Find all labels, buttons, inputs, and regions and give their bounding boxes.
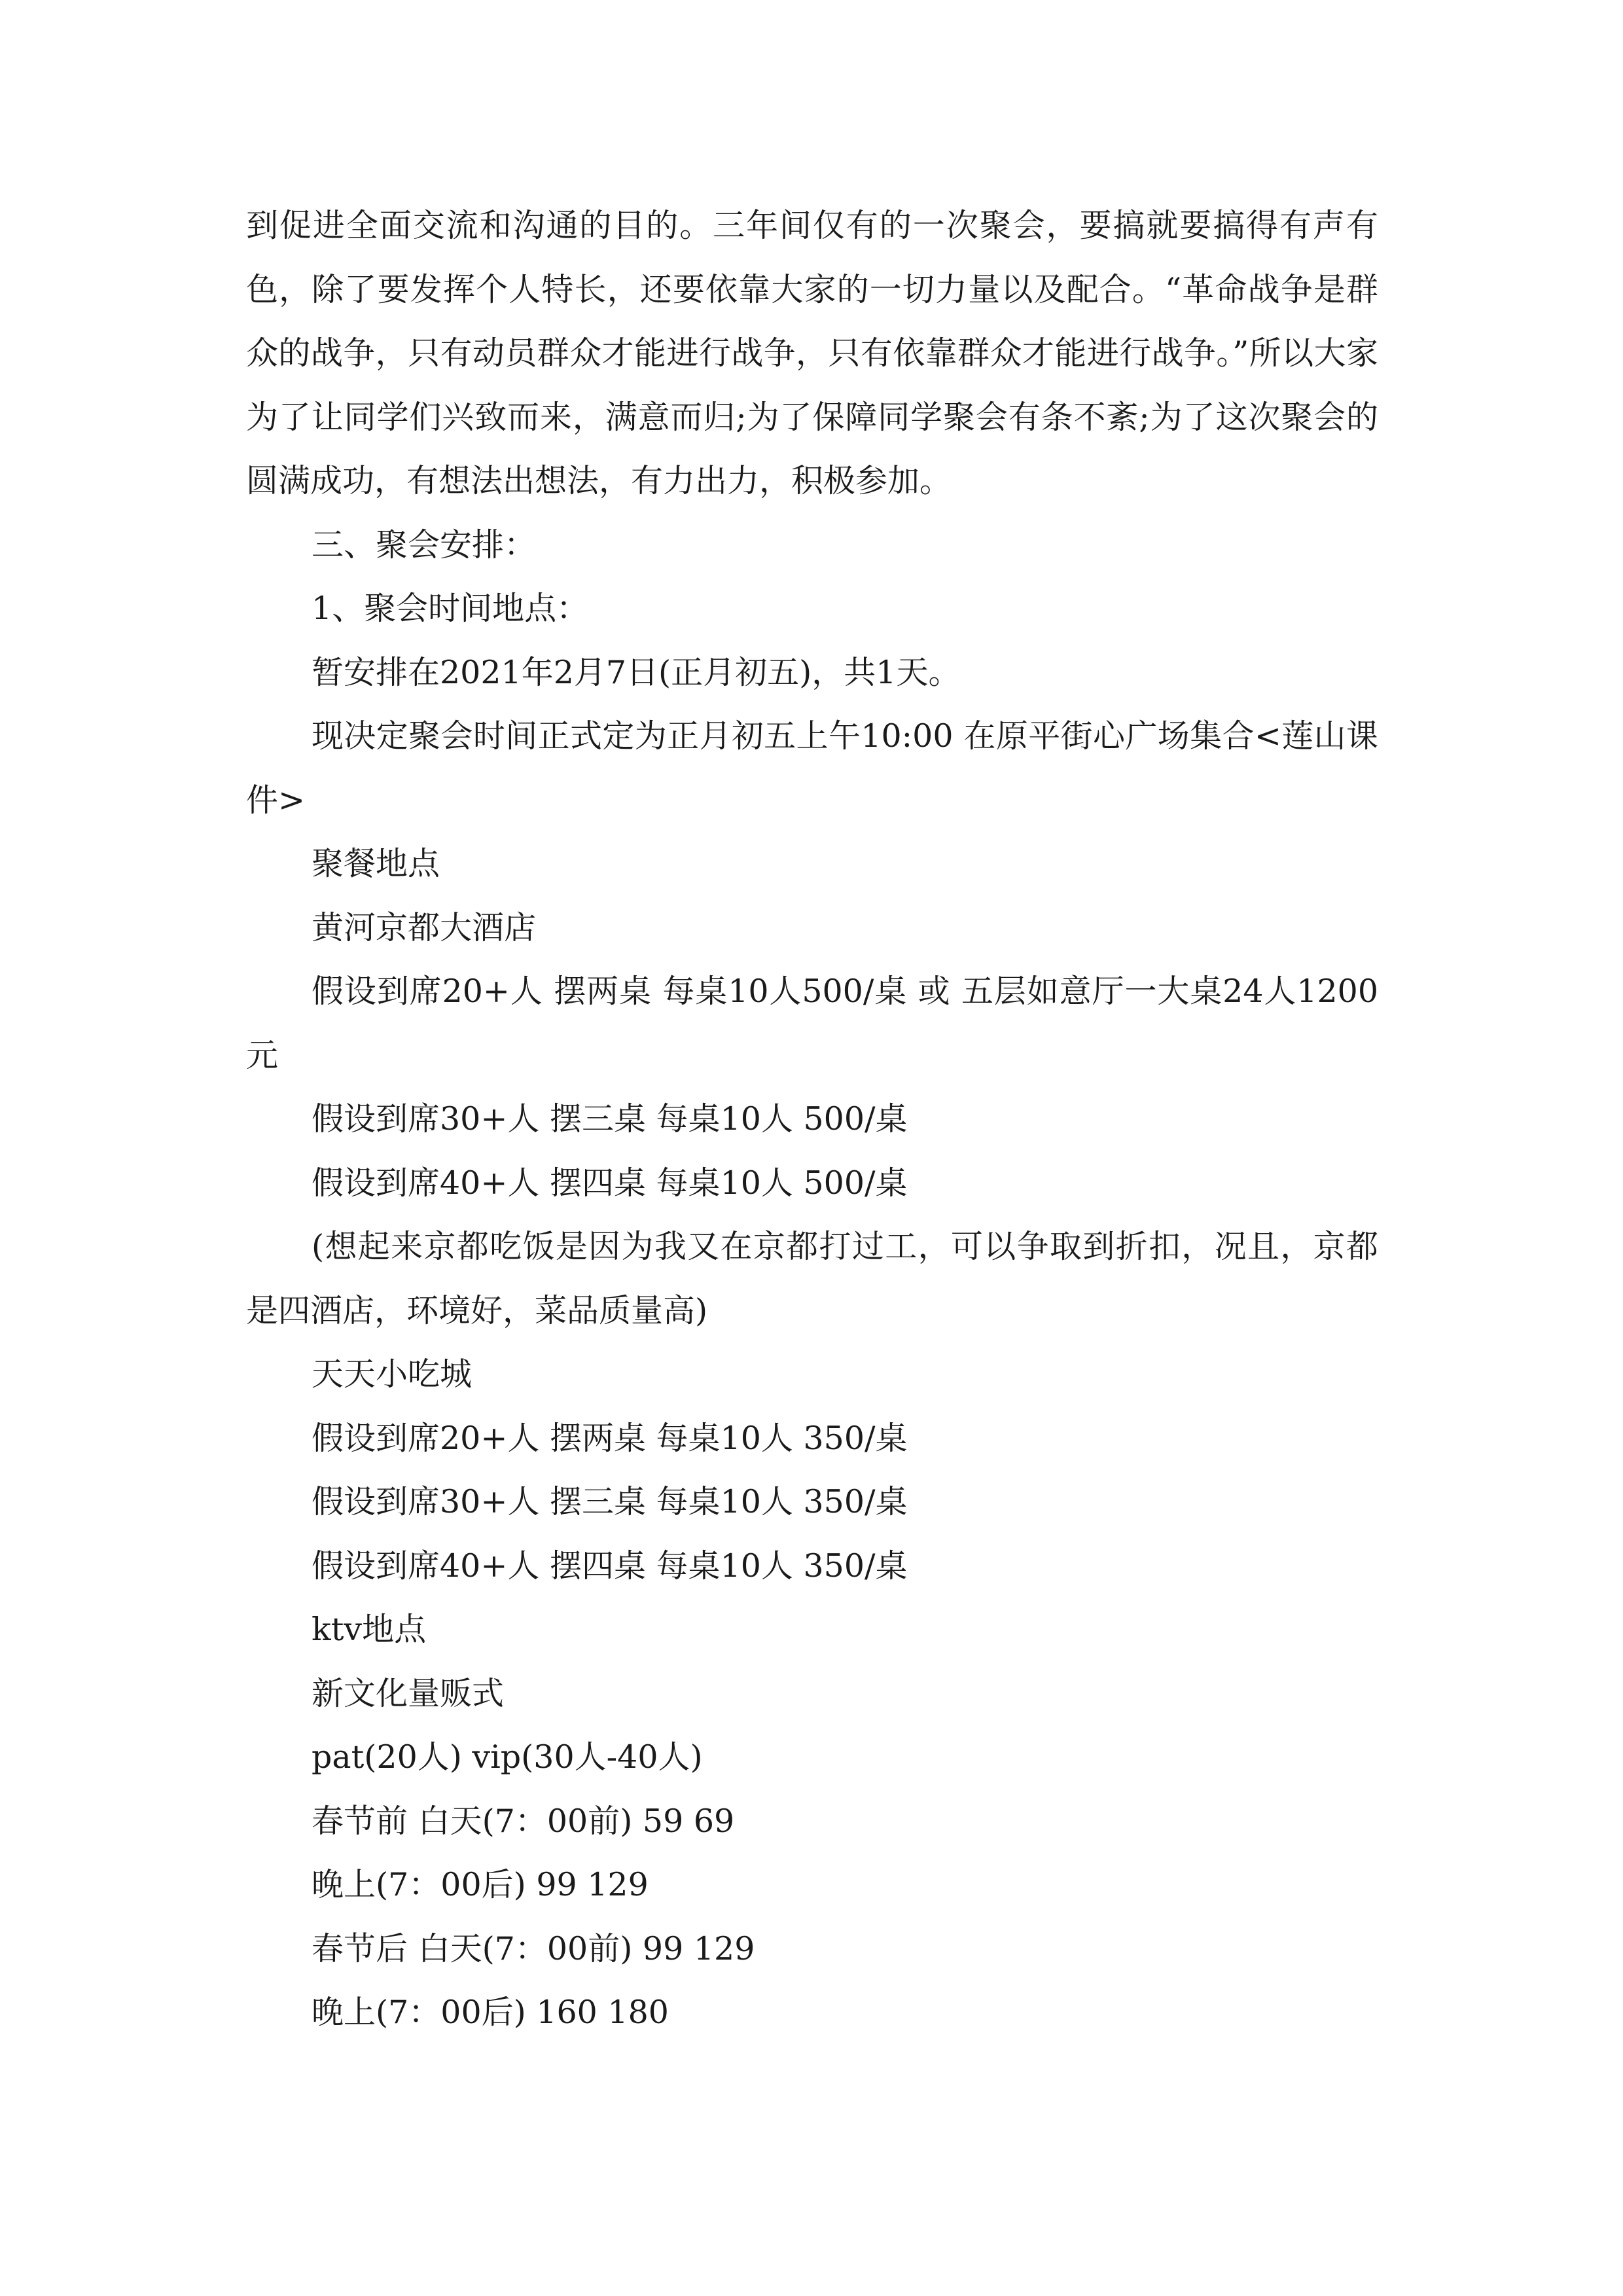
venue-name-ktv: 新文化量贩式	[312, 1674, 505, 1712]
price-line: 假设到席20+人 摆两桌 每桌10人 350/桌	[312, 1419, 908, 1457]
ktv-price-line: 春节前 白天(7：00前) 59 69	[312, 1802, 735, 1840]
price-line: 假设到席40+人 摆四桌 每桌10人 350/桌	[312, 1547, 908, 1585]
paragraph-date: 暂安排在2021年2月7日(正月初五)，共1天。	[312, 653, 961, 691]
venue-name-hotel: 黄河京都大酒店	[312, 908, 537, 946]
paragraph-note: (想起来京都吃饭是因为我又在京都打过工，可以争取到折扣，况且，京都是四酒店，环境好，菜品质量高)	[246, 1228, 1378, 1329]
price-line: 假设到席20+人 摆两桌 每桌10人500/桌 或 五层如意厅一大桌24人1200元	[246, 973, 1378, 1074]
ktv-price-line: 晚上(7：00后) 160 180	[312, 1994, 669, 2031]
price-line: 假设到席40+人 摆四桌 每桌10人 500/桌	[312, 1164, 908, 1202]
paragraph-intro: 到促进全面交流和沟通的目的。三年间仅有的一次聚会，要搞就要搞得有声有色，除了要发挥个人特长，还要依靠大家的一切力量以及配合。“革命战争是群众的战争，只有动员群众才能进行战争，只有依靠群众才能进行战争。”所以大家为了让同学们兴致而来，满意而归;为了保障同学聚会有条不紊;为了这次聚会的圆满成功，有想法出想法，有力出力，积极参加。	[246, 207, 1378, 499]
label-ktv-location: ktv地点	[312, 1611, 427, 1648]
label-dinner-location: 聚餐地点	[312, 845, 440, 882]
venue-name-food-court: 天天小吃城	[312, 1355, 473, 1393]
price-line: 假设到席30+人 摆三桌 每桌10人 500/桌	[312, 1100, 908, 1138]
price-line: 假设到席30+人 摆三桌 每桌10人 350/桌	[312, 1483, 908, 1520]
document-body	[246, 194, 1378, 2045]
room-types-line: pat(20人) vip(30人-40人)	[312, 1738, 703, 1776]
section-heading: 三、聚会安排：	[312, 526, 537, 564]
ktv-price-line: 晚上(7：00后) 99 129	[312, 1866, 649, 1903]
subsection-heading: 1、聚会时间地点：	[312, 590, 589, 627]
paragraph-meeting-time: 现决定聚会时间正式定为正月初五上午10:00 在原平街心广场集合<莲山课件>	[246, 717, 1378, 819]
ktv-price-line: 春节后 白天(7：00前) 99 129	[312, 1929, 755, 1967]
